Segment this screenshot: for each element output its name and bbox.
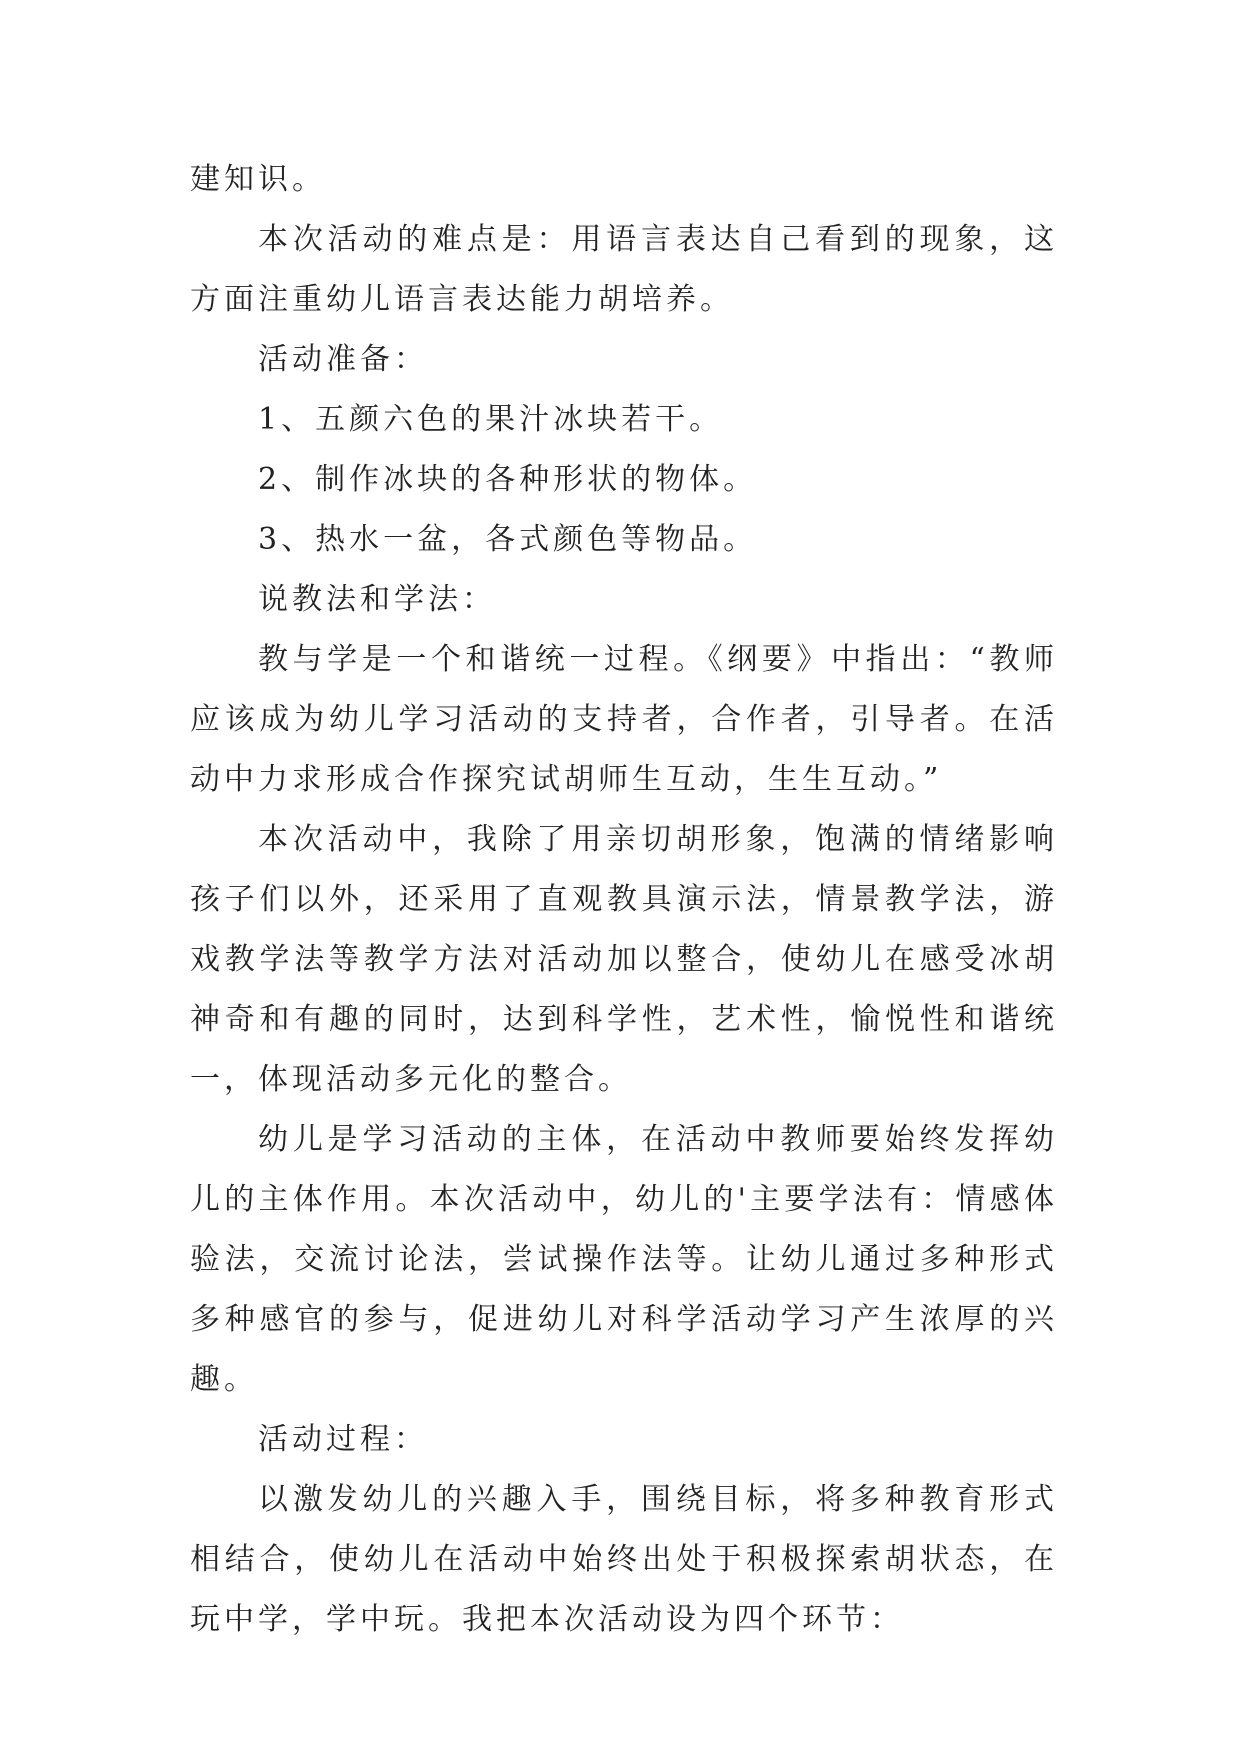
paragraph-10: 幼儿是学习活动的主体，在活动中教师要始终发挥幼儿的主体作用。本次活动中，幼儿的'主要学法有：情感体验法，交流讨论法，尝试操作法等。让幼儿通过多种形式多种感官的参与，促进幼儿对科学活动学习产生浓厚的兴趣。	[190, 1122, 1058, 1397]
list-item-3: 3、热水一盆，各式颜色等物品。	[258, 522, 758, 557]
paragraph-2: 本次活动的难点是：用语言表达自己看到的现象，这方面注重幼儿语言表达能力胡培养。	[190, 222, 1058, 317]
section-heading-preparation: 活动准备：	[258, 342, 428, 377]
paragraph-12: 以激发幼儿的兴趣入手，围绕目标，将多种教育形式相结合，使幼儿在活动中始终出处于积极探索胡状态，在玩中学，学中玩。我把本次活动设为四个环节：	[190, 1482, 1058, 1637]
paragraph-8: 教与学是一个和谐统一过程。《纲要》中指出：“教师应该成为幼儿学习活动的支持者，合作者，引导者。在活动中力求形成合作探究试胡师生互动，生生互动。”	[190, 642, 1058, 797]
document-body	[190, 150, 1058, 1650]
paragraph-9: 本次活动中，我除了用亲切胡形象，饱满的情绪影响孩子们以外，还采用了直观教具演示法，情景教学法，游戏教学法等教学方法对活动加以整合，使幼儿在感受冰胡神奇和有趣的同时，达到科学性，艺术性，愉悦性和谐统一，体现活动多元化的整合。	[190, 822, 1058, 1097]
paragraph-1: 建知识。	[190, 162, 326, 197]
list-item-2: 2、制作冰块的各种形状的物体。	[258, 462, 758, 497]
list-item-1: 1、五颜六色的果汁冰块若干。	[258, 402, 724, 437]
section-heading-methods: 说教法和学法：	[258, 582, 496, 617]
section-heading-process: 活动过程：	[258, 1422, 428, 1457]
